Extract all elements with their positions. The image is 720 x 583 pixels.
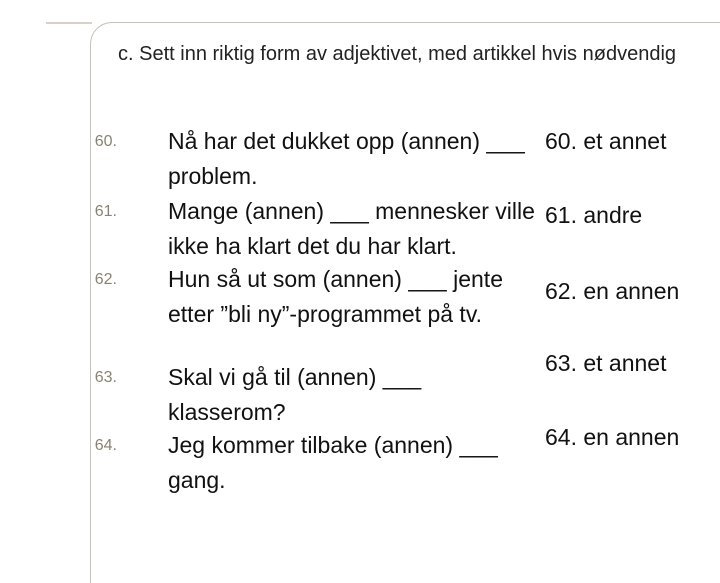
answer-64: 64. en annen (545, 424, 680, 450)
question-60 (94, 124, 552, 194)
question-text: Skal vi gå til (annen) ___ klasserom? (168, 364, 422, 425)
question-62 (94, 262, 552, 332)
question-text: Hun så ut som (annen) ___ jente etter ”bli ny”-programmet på tv. (168, 266, 503, 327)
question-number: 63. (94, 369, 117, 386)
question-number: 60. (94, 133, 117, 150)
question-number: 64. (94, 437, 117, 454)
question-61 (94, 194, 552, 264)
question-number: 61. (94, 203, 117, 220)
question-text: Jeg kommer tilbake (annen) ___ gang. (168, 432, 498, 493)
question-64 (94, 428, 552, 498)
question-number: 62. (94, 271, 117, 288)
question-63 (94, 360, 552, 430)
answer-63: 63. et annet (545, 350, 667, 376)
question-text: Nå har det dukket opp (annen) ___ problem. (168, 128, 525, 189)
frame-accent-line (46, 22, 92, 24)
answer-62: 62. en annen (545, 278, 680, 304)
answer-61: 61. andre (545, 202, 643, 228)
answer-60: 60. et annet (545, 128, 667, 154)
question-text: Mange (annen) ___ mennesker ville ikke ha klart det du har klart. (168, 198, 535, 259)
slide-title: c. Sett inn riktig form av adjektivet, med artikkel hvis nødvendig (118, 43, 677, 65)
